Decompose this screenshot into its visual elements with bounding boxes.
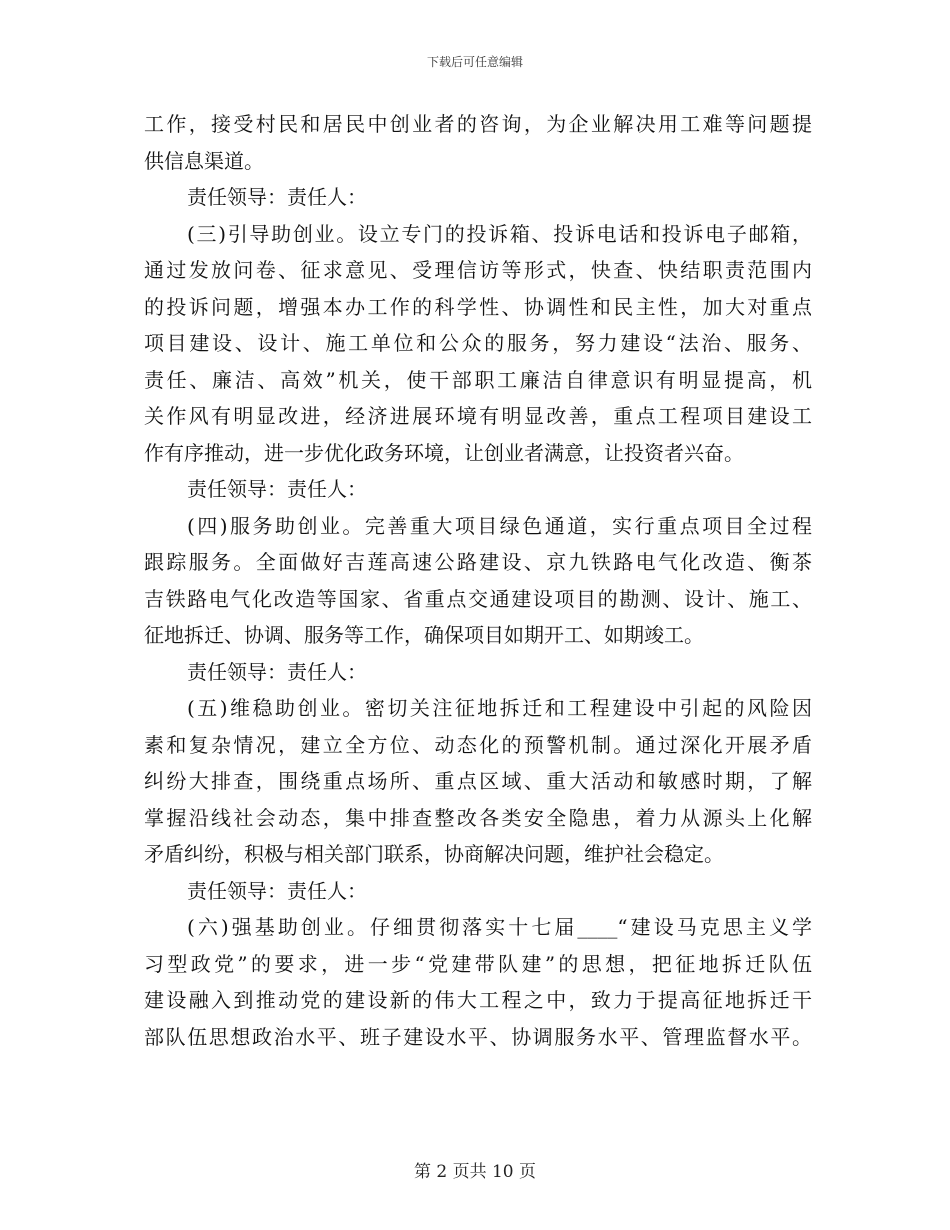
text-line: 关作风有明显改进，经济进展环境有明显改善，重点工程项目建设工 [144,404,812,428]
paragraph-start-line: (三)引导助创业。设立专门的投诉箱、投诉电话和投诉电子邮箱， [187,221,812,246]
paragraph-start-line: (四)服务助创业。完善重大项目绿色通道，实行重点项目全过程 [187,513,812,538]
document-body [144,106,812,1055]
text-line: 通过发放问卷、征求意见、受理信访等形式，快查、快结职责范围内 [144,258,812,282]
text-line: 矛盾纠纷，积极与相关部门联系，协商解决问题，维护社会稳定。 [144,842,724,866]
text-line: 习型政党”的要求，进一步“党建带队建”的思想，把征地拆迁队伍 [144,951,812,976]
responsibility-line: 责任领导：责任人： [187,659,367,684]
responsibility-line: 责任领导：责任人： [187,878,367,903]
text-line: 征地拆迁、协调、服务等工作，确保项目如期开工、如期竣工。 [144,623,704,647]
text-line: 项目建设、设计、施工单位和公众的服务，努力建设“法治、服务、 [144,331,812,355]
paragraph-start-line: (五)维稳助创业。密切关注征地拆迁和工程建设中引起的风险因 [187,696,812,720]
text-line: 素和复杂情况，建立全方位、动态化的预警机制。通过深化开展矛盾 [144,732,812,757]
page-footer: 第 2 页共 10 页 [413,1162,537,1182]
text-line: 掌握沿线社会动态，集中排查整改各类安全隐患，着力从源头上化解 [144,805,812,830]
text-line: 部队伍思想政治水平、班子建设水平、协调服务水平、管理监督水平。 [144,1024,812,1049]
responsibility-line: 责任领导：责任人： [187,185,367,209]
text-line: 的投诉问题，增强本办工作的科学性、协调性和民主性，加大对重点 [144,294,812,319]
paragraph-start-line: (六)强基助创业。仔细贯彻落实十七届____“建设马克思主义学 [187,915,812,939]
text-line: 供信息渠道。 [144,148,264,173]
text-line: 纠纷大排查，围绕重点场所、重点区域、重大活动和敏感时期，了解 [144,769,812,793]
text-line: 作有序推动，进一步优化政务环境，让创业者满意，让投资者兴奋。 [144,440,744,465]
text-line: 建设融入到推动党的建设新的伟大工程之中，致力于提高征地拆迁干 [144,988,812,1012]
responsibility-line: 责任领导：责任人： [187,477,367,501]
text-line: 吉铁路电气化改造等国家、省重点交通建设项目的勘测、设计、施工、 [144,586,812,611]
text-line: 责任、廉洁、高效”机关，使干部职工廉洁自律意识有明显提高，机 [144,367,812,392]
page-header: 下载后可任意编辑 [426,55,523,69]
text-line: 跟踪服务。全面做好吉莲高速公路建设、京九铁路电气化改造、衡茶 [144,550,812,574]
text-line: 工作，接受村民和居民中创业者的咨询，为企业解决用工难等问题提 [144,112,812,136]
